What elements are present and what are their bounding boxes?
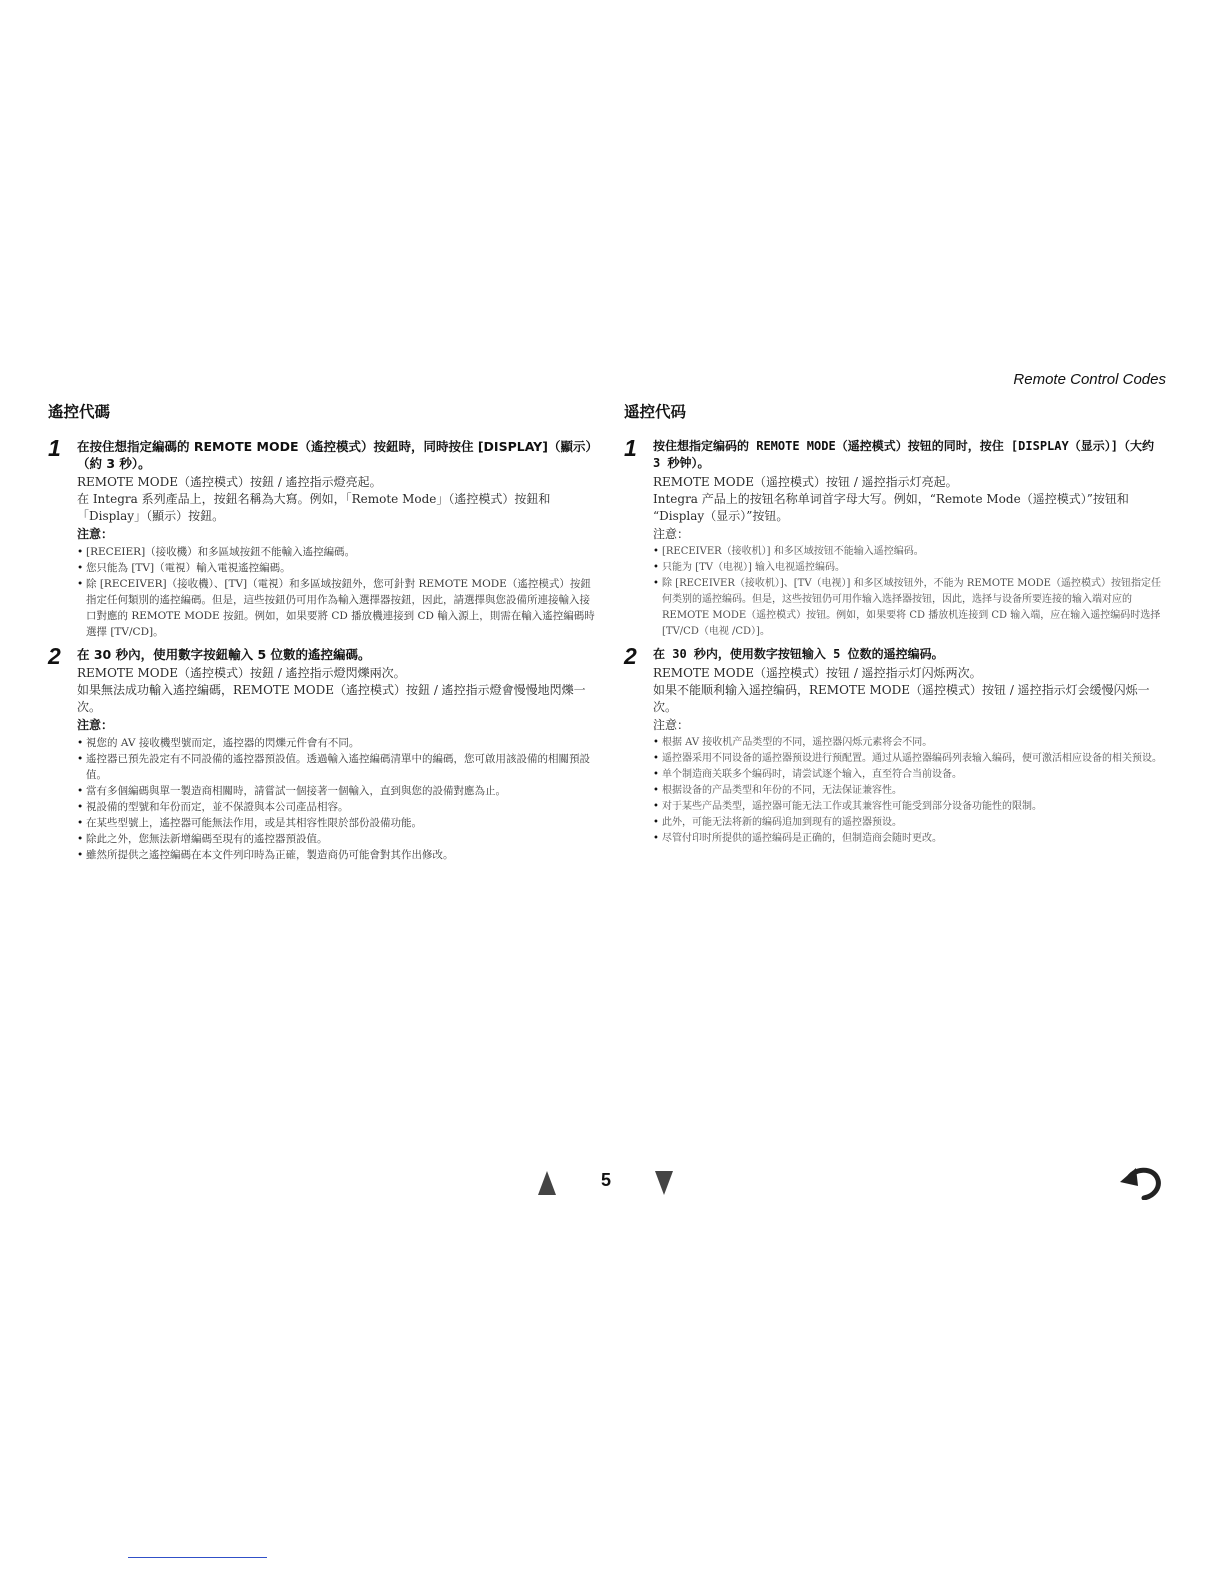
- note-item: • [RECEIVER（接收机）] 和多区域按钮不能输入遥控编码。: [653, 544, 1164, 560]
- right-step-1: [624, 435, 1164, 640]
- note-item: • 单个制造商关联多个编码时，请尝试逐个输入，直至符合当前设备。: [653, 767, 1164, 783]
- note-item: • 此外，可能无法将新的编码追加到现有的遥控器预设。: [653, 815, 1164, 831]
- right-step-1-heading: 按住想指定编码的 REMOTE MODE（遥控模式）按钮的同时，按住 [DISPLAY（显示）]（大约 3 秒钟）。: [653, 439, 1154, 470]
- note-item: • 除 [RECEIVER（接收机）]、[TV（电视）] 和多区域按钮外，不能为 REMOTE MODE（遥控模式）按钮指定任何类别的遥控编码。但是，这些按钮仍可用作输入选择器按钮，因此，选择与设备所要连接的输入端对应的 REMOTE MODE（遥控模式）按钮。例如，如果要将 CD 播放机连接到 CD 输入端，应在输入遥控编码时选择 [TV/CD（电视 /CD）]。: [653, 576, 1164, 640]
- page-number: 5: [600, 1170, 611, 1190]
- right-step-1-text-1: REMOTE MODE（遥控模式）按钮 / 遥控指示灯亮起。: [653, 475, 958, 489]
- left-column: [48, 400, 598, 869]
- left-step-1-heading: 在按住想指定編碼的 REMOTE MODE（遙控模式）按鈕時，同時按住 [DISPLAY]（顯示）（約 3 秒）。: [77, 439, 598, 471]
- note-item: • 根据 AV 接收机产品类型的不同，遥控器闪烁元素将会不同。: [653, 735, 1164, 751]
- right-step-2-note-label: 注意：: [653, 718, 690, 732]
- left-step-2-number: 2: [48, 643, 61, 669]
- return-arrow-icon[interactable]: [1118, 1160, 1164, 1200]
- left-step-2: [48, 643, 598, 863]
- right-step-2-text-1: REMOTE MODE（遥控模式）按钮 / 遥控指示灯闪烁两次。: [653, 666, 982, 680]
- left-step-2-notes: [77, 735, 598, 863]
- right-step-2-heading: 在 30 秒内，使用数字按钮输入 5 位数的遥控编码。: [653, 647, 944, 661]
- right-step-2: [624, 643, 1164, 847]
- note-item: • 只能为 [TV（电视）] 输入电视遥控编码。: [653, 560, 1164, 576]
- left-step-1-note-label: 注意：: [77, 527, 114, 541]
- triangle-down-icon[interactable]: [655, 1171, 673, 1195]
- note-item: • 當有多個編碼與單一製造商相關時，請嘗試一個接著一個輸入，直到與您的設備對應為止。: [77, 783, 598, 799]
- page-navigation: [536, 1168, 676, 1198]
- note-item: • 除 [RECEIVER]（接收機）、[TV]（電視）和多區域按鈕外，您可針對 REMOTE MODE（遙控模式）按鈕指定任何類別的遙控編碼。但是，這些按鈕仍可用作為輸入選擇器按鈕，因此，請選擇與您設備所連接輸入接口對應的 REMOTE MODE 按鈕。例如，如果要將 CD 播放機連接到 CD 輸入源上，則需在輸入遙控編碼時選擇 [TV/CD]。: [77, 576, 598, 640]
- right-step-2-notes: [653, 735, 1164, 847]
- note-item: • 雖然所提供之遙控編碼在本文件列印時為正確，製造商仍可能會對其作出修改。: [77, 847, 598, 863]
- left-step-1-number: 1: [48, 435, 61, 461]
- note-item: • 遥控器采用不同设备的遥控器预设进行预配置。通过从遥控器编码列表输入编码，便可激活相应设备的相关预设。: [653, 751, 1164, 767]
- right-step-1-note-label: 注意：: [653, 527, 690, 541]
- left-step-1: [48, 435, 598, 640]
- footer-link-underline[interactable]: [128, 1557, 267, 1558]
- right-step-1-notes: [653, 544, 1164, 640]
- left-step-2-heading: 在 30 秒內，使用數字按鈕輸入 5 位數的遙控編碼。: [77, 647, 371, 662]
- note-item: • 尽管付印时所提供的遥控编码是正确的，但制造商会随时更改。: [653, 831, 1164, 847]
- note-item: • 視設備的型號和年份而定，並不保證與本公司產品相容。: [77, 799, 598, 815]
- note-item: • 視您的 AV 接收機型號而定，遙控器的閃爍元件會有不同。: [77, 735, 598, 751]
- note-item: • [RECEIER]（接收機）和多區域按鈕不能輸入遙控編碼。: [77, 544, 598, 560]
- note-item: • 对于某些产品类型，遥控器可能无法工作或其兼容性可能受到部分设备功能性的限制。: [653, 799, 1164, 815]
- left-step-1-text-2: 在 Integra 系列產品上，按鈕名稱為大寫。例如，「Remote Mode」（遙控模式）按鈕和「Display」（顯示）按鈕。: [77, 492, 551, 523]
- left-step-2-text-1: REMOTE MODE（遙控模式）按鈕 / 遙控指示燈閃爍兩次。: [77, 666, 406, 680]
- note-item: • 除此之外，您無法新增編碼至現有的遙控器預設值。: [77, 831, 598, 847]
- page-header-title: Remote Control Codes: [1013, 371, 1166, 388]
- left-step-2-note-label: 注意：: [77, 718, 114, 732]
- note-item: • 根据设备的产品类型和年份的不同，无法保证兼容性。: [653, 783, 1164, 799]
- left-step-2-text-2: 如果無法成功輸入遙控編碼，REMOTE MODE（遙控模式）按鈕 / 遙控指示燈會慢慢地閃爍一次。: [77, 683, 586, 714]
- right-column: [624, 400, 1164, 853]
- note-item: • 您只能為 [TV]（電視）輸入電視遙控編碼。: [77, 560, 598, 576]
- left-step-1-text-1: REMOTE MODE（遙控模式）按鈕 / 遙控指示燈亮起。: [77, 475, 382, 489]
- right-step-1-number: 1: [624, 435, 637, 461]
- right-step-1-text-2: Integra 产品上的按钮名称单词首字母大写。例如，“Remote Mode（遥控模式）”按钮和 “Display（显示）”按钮。: [653, 492, 1129, 523]
- note-item: • 遙控器已預先設定有不同設備的遙控器預設值。透過輸入遙控編碼清單中的編碼，您可啟用該設備的相關預設值。: [77, 751, 598, 783]
- right-step-2-number: 2: [624, 643, 637, 669]
- left-step-1-notes: [77, 544, 598, 640]
- triangle-up-icon[interactable]: [538, 1171, 556, 1195]
- note-item: • 在某些型號上，遙控器可能無法作用，或是其相容性限於部份設備功能。: [77, 815, 598, 831]
- right-step-2-text-2: 如果不能顺利输入遥控编码，REMOTE MODE（遥控模式）按钮 / 遥控指示灯会缓慢闪烁一次。: [653, 683, 1150, 714]
- left-section-title: 遙控代碼: [48, 403, 111, 421]
- right-section-title: 遥控代码: [624, 403, 687, 421]
